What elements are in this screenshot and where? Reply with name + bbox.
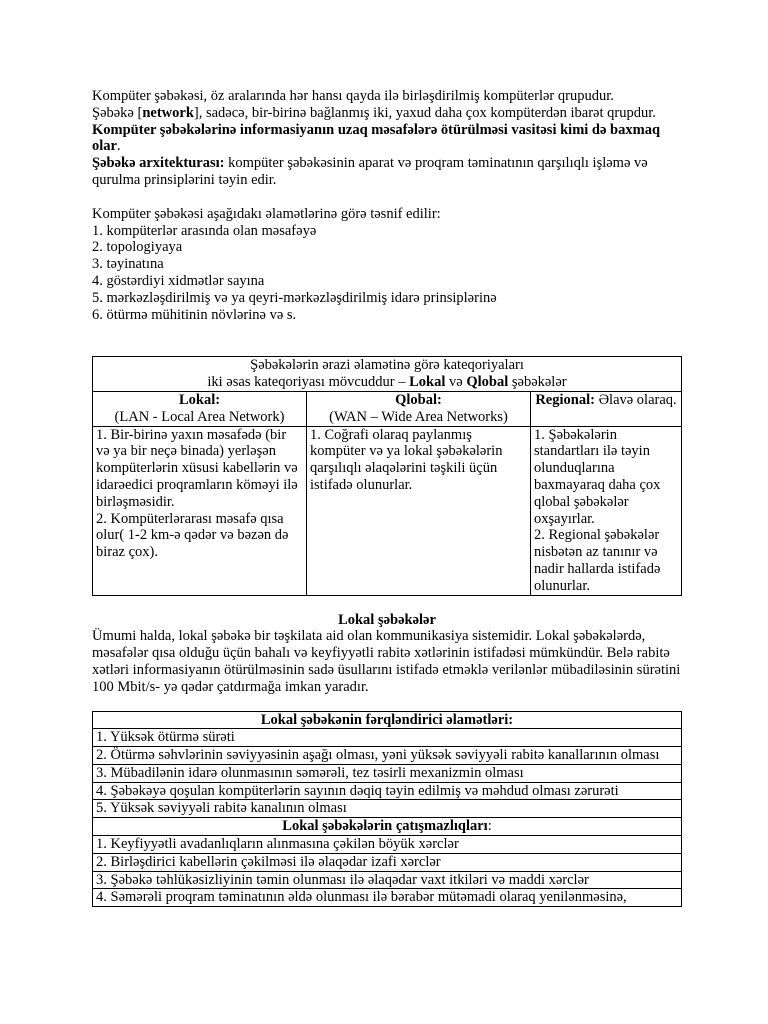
table-row [93,818,682,836]
regional-header: Regional: Əlavə olaraq. [531,391,682,426]
network-term: network [142,104,194,121]
table-row: 1. Yüksək ötürmə sürəti [93,729,682,747]
table-row: 3. Şəbəkə təhlükəsizliyinin təmin olunması ilə əlaqədar vaxt itkiləri və maddi xərclər [93,871,682,889]
architecture-label: Şəbəkə arxitekturası: [92,155,225,172]
drawbacks-header: Lokal şəbəkələrin çatışmazlıqları: [93,818,682,836]
lokal-header: Lokal: (LAN - Local Area Network) [93,391,307,426]
qlobal-header: Qlobal: (WAN – Wide Area Networks) [307,391,531,426]
intro-definition: Kompüter şəbəkəsi, öz aralarında hər hansı qayda ilə birləşdirilmiş kompüterlər qrupudur. [92,88,614,104]
table-row: 4. Şəbəkəyə qoşulan kompüterlərin sayının dəqiq təyin edilmiş və məhdud olması zərurəti [93,782,682,800]
table-row: 2. Ötürmə səhvlərinin səviyyəsinin aşağı olması, yəni yüksək səviyyəli rabitə kanallarının olması [93,747,682,765]
table-title-row: Şəbəkələrin ərazi əlamətinə görə kateqoriyaları iki əsas kateqoriyası mövcuddur – Lokal və Qlobal şəbəkələr [93,357,682,392]
intro-paragraph: Kompüter şəbəkəsi, öz aralarında hər hansı qayda ilə birləşdirilmiş kompüterlər qrupudur. Şəbəkə [network], sadəcə, bir-birinə bağlanmış iki, yaxud daha çox kompüterdən ibarət qrupdur. Kompüter şəbəkələrinə informasiyanın uzaq məsafələrə ötürülməsi vasitəsi kimi də baxmaq olar. Şəbəkə arxitekturası: kompüter şəbəkəsinin aparat və proqram təminatının qarşılıqlı işləmə və qurulma prinsiplərini təyin edir. [92,88,661,188]
document-page [92,88,682,907]
table-body-row [93,426,682,595]
classification-item: 5. mərkəzləşdirilmiş və ya qeyri-mərkəzləşdirilmiş idarə prinsiplərinə [92,289,497,306]
classification-block [92,206,682,324]
classification-item: 6. ötürmə mühitinin növlərinə və s. [92,306,297,323]
classification-item: 3. təyinatına [92,256,164,273]
local-network-features-table [92,711,682,908]
classification-item: 4. göstərdiyi xidmətlər sayına [92,272,265,289]
table-row: 5. Yüksək səviyyəli rabitə kanalının olması [93,800,682,818]
table-row: 2. Birləşdirici kabellərin çəkilməsi ilə əlaqədar izafi xərclər [93,853,682,871]
table-row: 1. Keyfiyyətli avadanlıqların alınmasına çəkilən böyük xərclər [93,836,682,854]
features-header: Lokal şəbəkənin fərqləndirici əlamətləri: [93,711,682,729]
classification-lead: Kompüter şəbəkəsi aşağıdakı əlamətlərinə görə təsnif edilir: [92,205,441,222]
table-row: 3. Mübadilənin idarə olunmasının səmərəli, tez təsirli mexanizmin olması [93,764,682,782]
table-row [93,711,682,729]
lokal-description: 1. Bir-birinə yaxın məsafədə (bir və ya bir neçə binada) yerləşən kompüterlərin xüsusi kabellərin və idarəedici proqramların köməyi ilə birləşməsidir. 2. Kompüterlərarası məsafə qısa olur( 1-2 km-ə qədər və bəzən də biraz çox). [93,426,307,595]
local-networks-title: Lokal şəbəkələr [338,611,436,628]
qlobal-description: 1. Coğrafi olaraq paylanmış kompüter və ya lokal şəbəkələrin qarşılıqlı əlaqələrini təşkili üçün istifadə olunurlar. [307,426,531,595]
category-table-title: Şəbəkələrin ərazi əlamətinə görə kateqoriyaları [250,357,524,374]
architecture-definition: kompüter şəbəkəsinin aparat və proqram təminatının qarşılıqlı işləmə və qurulma prinsiplərini təyin edir. [92,155,648,188]
local-networks-paragraph: Ümumi halda, lokal şəbəkə bir təşkilata aid olan kommunikasiya sistemidir. Lokal şəbəkələrdə, məsafələr qısa olduğu üçün bahalı və keyfiyyətli rabitə xətlərinin istifadəsi mümkündür. Belə rabitə xətləri informasiyanın ötürülməsinin sadə üsullarını istifadə etməklə verilənlər mübadiləsinin sürətini 100 Mbit/s- yə qədər çatdırmağa imkan yaradır. [92,628,681,695]
table-header-row [93,391,682,426]
intro-bold-sentence: Kompüter şəbəkələrinə informasiyanın uzaq məsafələrə ötürülməsi vasitəsi kimi də baxmaq olar [92,121,661,155]
network-category-table [92,356,682,595]
table-row: 4. Səmərəli proqram təminatının əldə olunması ilə bərabər mütəmadi olaraq yenilənməsinə, [93,889,682,907]
regional-description: 1. Şəbəkələrin standartları ilə təyin olunduqlarına baxmayaraq daha çox qlobal şəbəkələr oxşayırlar. 2. Regional şəbəkələr nisbətən az tanınır və nadir hallarda istifadə olunurlar. [531,426,682,595]
classification-item: 2. topologiyaya [92,239,183,256]
classification-item: 1. kompüterlər arasında olan məsafəyə [92,222,317,239]
